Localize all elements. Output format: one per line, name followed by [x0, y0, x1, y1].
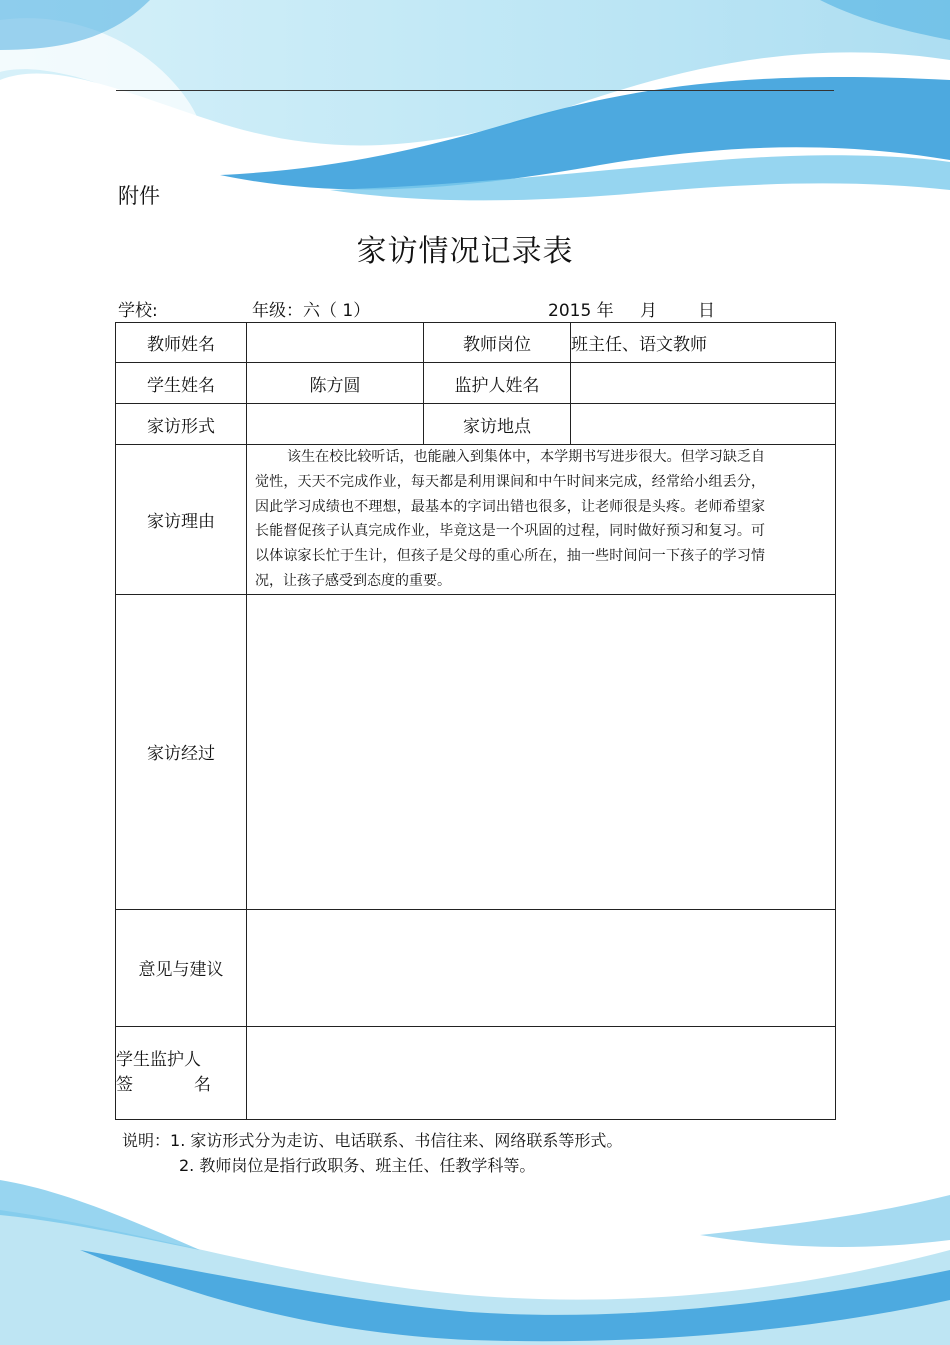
table-row — [116, 363, 836, 404]
visit-record-table — [115, 322, 836, 1120]
visit-form-value[interactable] — [247, 404, 424, 445]
visit-reason-cell[interactable] — [247, 445, 836, 595]
guardian-name-label: 监护人姓名 — [424, 363, 571, 404]
visit-process-label: 家访经过 — [116, 594, 247, 909]
teacher-name-label: 教师姓名 — [116, 323, 247, 363]
visit-process-cell[interactable] — [247, 594, 836, 909]
student-name-label: 学生姓名 — [116, 363, 247, 404]
table-row — [116, 594, 836, 909]
opinion-cell[interactable] — [247, 909, 836, 1026]
table-row — [116, 323, 836, 363]
guardian-sign-label — [116, 1026, 247, 1119]
month-label: 月 — [640, 301, 657, 321]
visit-place-label: 家访地点 — [424, 404, 571, 445]
name-char: 名 — [194, 1074, 211, 1095]
note-line-1 — [122, 1128, 622, 1153]
header-rule — [116, 90, 834, 91]
notes-prefix: 说明： — [122, 1131, 171, 1150]
note-2: 2. 教师岗位是指行政职务、班主任、任教学科等。 — [179, 1156, 536, 1175]
guardian-sign-cell[interactable] — [247, 1026, 836, 1119]
page-title: 家访情况记录表 — [356, 234, 574, 269]
guardian-sign-label-line2 — [116, 1073, 211, 1098]
table-row — [116, 909, 836, 1026]
year-label: 2015 年 — [548, 301, 614, 321]
sign-char: 签 — [116, 1074, 133, 1095]
visit-reason-text: 该生在校比较听话，也能融入到集体中，本学期书写进步很大。但学习缺乏自觉性，天天不完成作业，每天都是利用课间和中午时间来完成，经常给小组丢分，因此学习成绩也不理想，最基本的字词出错也很多，让老师很是头疼。老师希望家长能督促孩子认真完成作业，毕竟这是一个巩固的过程，同时做好预习和复习。可以体谅家长忙于生计，但孩子是父母的重心所在，抽一些时间问一下孩子的学习情况，让孩子感受到态度的重要。 — [255, 449, 765, 589]
teacher-name-value[interactable] — [247, 323, 424, 363]
note-1: 1. 家访形式分为走访、电话联系、书信往来、网络联系等形式。 — [170, 1131, 623, 1150]
teacher-post-label: 教师岗位 — [424, 323, 571, 363]
table-row — [116, 404, 836, 445]
notes — [122, 1128, 622, 1178]
visit-reason-label: 家访理由 — [116, 445, 247, 595]
visit-form-label: 家访形式 — [116, 404, 247, 445]
guardian-name-value[interactable] — [571, 363, 836, 404]
visit-place-value[interactable] — [571, 404, 836, 445]
student-name-value[interactable]: 陈方圆 — [247, 363, 424, 404]
teacher-post-value[interactable]: 班主任、语文教师 — [571, 323, 836, 363]
day-label: 日 — [698, 301, 715, 321]
table-row — [116, 445, 836, 595]
grade-label: 年级：六（ 1） — [252, 301, 371, 321]
table-row — [116, 1026, 836, 1119]
attachment-label: 附件 — [118, 184, 160, 208]
school-label: 学校: — [118, 301, 158, 321]
opinion-label: 意见与建议 — [116, 909, 247, 1026]
guardian-sign-label-line1: 学生监护人 — [116, 1049, 201, 1070]
